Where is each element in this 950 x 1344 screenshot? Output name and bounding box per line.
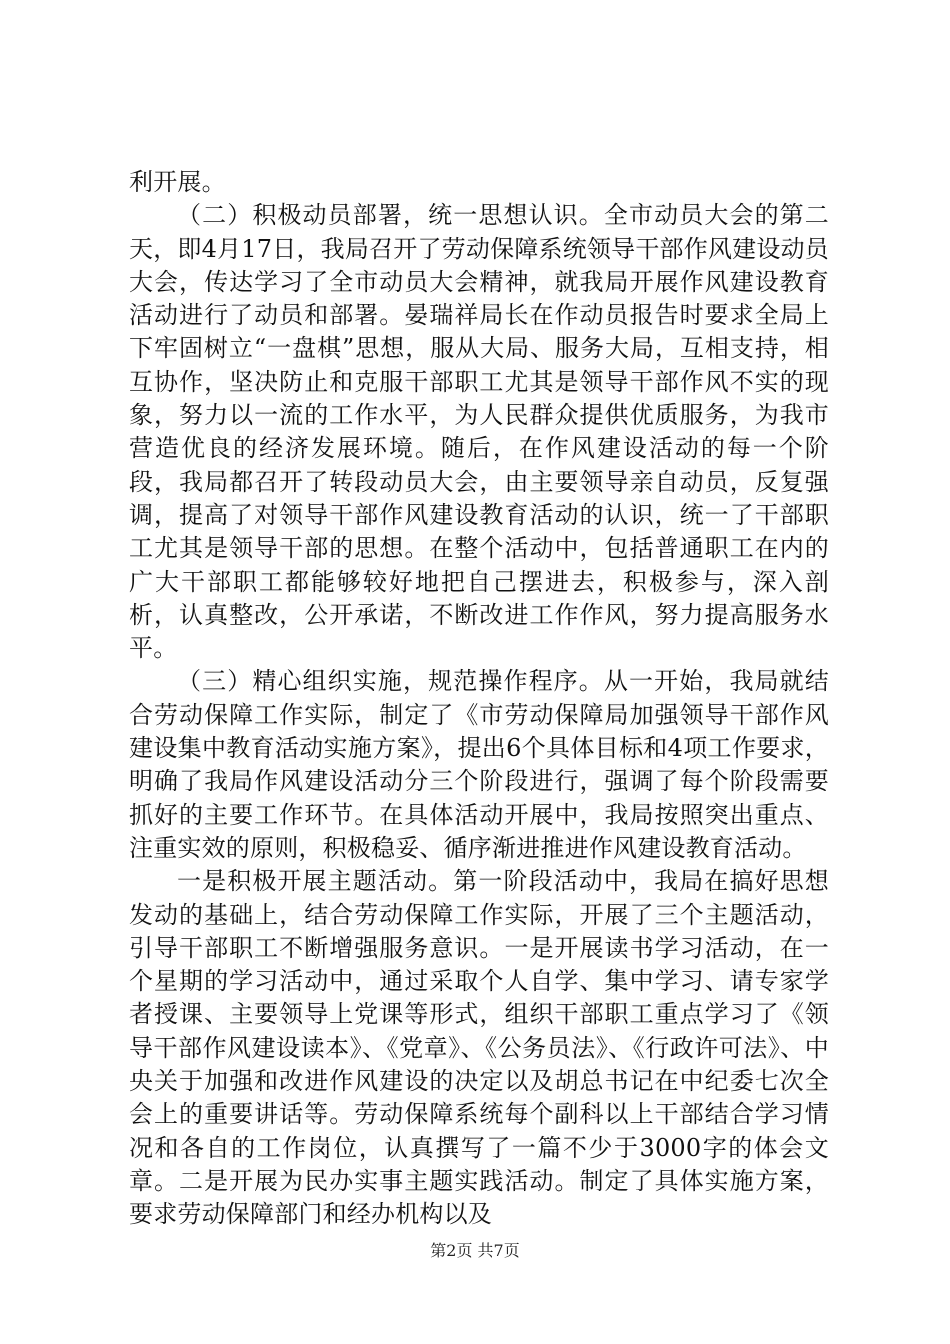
paragraph-implementation: （三）精心组织实施，规范操作程序。从一开始，我局就结合劳动保障工作实际，制定了《市劳动保障局加强领导干部作风建设集中教育活动实施方案》，提出6个具体目标和4项工作要求，明确了我局作风建设活动分三个阶段进行，强调了每个阶段需要抓好的主要工作环节。在具体活动开展中，我局按照突出重点、注重实效的原则，积极稳妥、循序渐进推进作风建设教育活动。 — [129, 667, 829, 862]
page-footer: 第2页 共7页 — [430, 1241, 520, 1260]
document-body — [129, 166, 829, 1232]
paragraph-mobilization: （二）积极动员部署，统一思想认识。全市动员大会的第二天，即4月17日，我局召开了劳动保障系统领导干部作风建设动员大会，传达学习了全市动员大会精神，就我局开展作风建设教育活动进行了动员和部署。晏瑞祥局长在作动员报告时要求全局上下牢固树立“一盘棋”思想，服从大局、服务大局，互相支持，相互协作，坚决防止和克服干部职工尤其是领导干部作风不实的现象，努力以一流的工作水平，为人民群众提供优质服务，为我市营造优良的经济发展环境。随后，在作风建设活动的每一个阶段，我局都召开了转段动员大会，由主要领导亲自动员，反复强调，提高了对领导干部作风建设教育活动的认识，统一了干部职工尤其是领导干部的思想。在整个活动中，包括普通职工在内的广大干部职工都能够较好地把自己摆进去，积极参与，深入剖析，认真整改，公开承诺，不断改进工作作风，努力提高服务水平。 — [129, 201, 829, 663]
paragraph-continuation: 利开展。 — [129, 168, 226, 196]
paragraph-theme-activities: 一是积极开展主题活动。第一阶段活动中，我局在搞好思想发动的基础上，结合劳动保障工作实际，开展了三个主题活动，引导干部职工不断增强服务意识。一是开展读书学习活动，在一个星期的学习活动中，通过采取个人自学、集中学习、请专家学者授课、主要领导上党课等形式，组织干部职工重点学习了《领导干部作风建设读本》、《党章》、《公务员法》、《行政许可法》、中央关于加强和改进作风建设的决定以及胡总书记在中纪委七次全会上的重要讲话等。劳动保障系统每个副科以上干部结合学习情况和各自的工作岗位，认真撰写了一篇不少于3000字的体会文章。二是开展为民办实事主题实践活动。制定了具体实施方案，要求劳动保障部门和经办机构以及 — [129, 867, 829, 1229]
